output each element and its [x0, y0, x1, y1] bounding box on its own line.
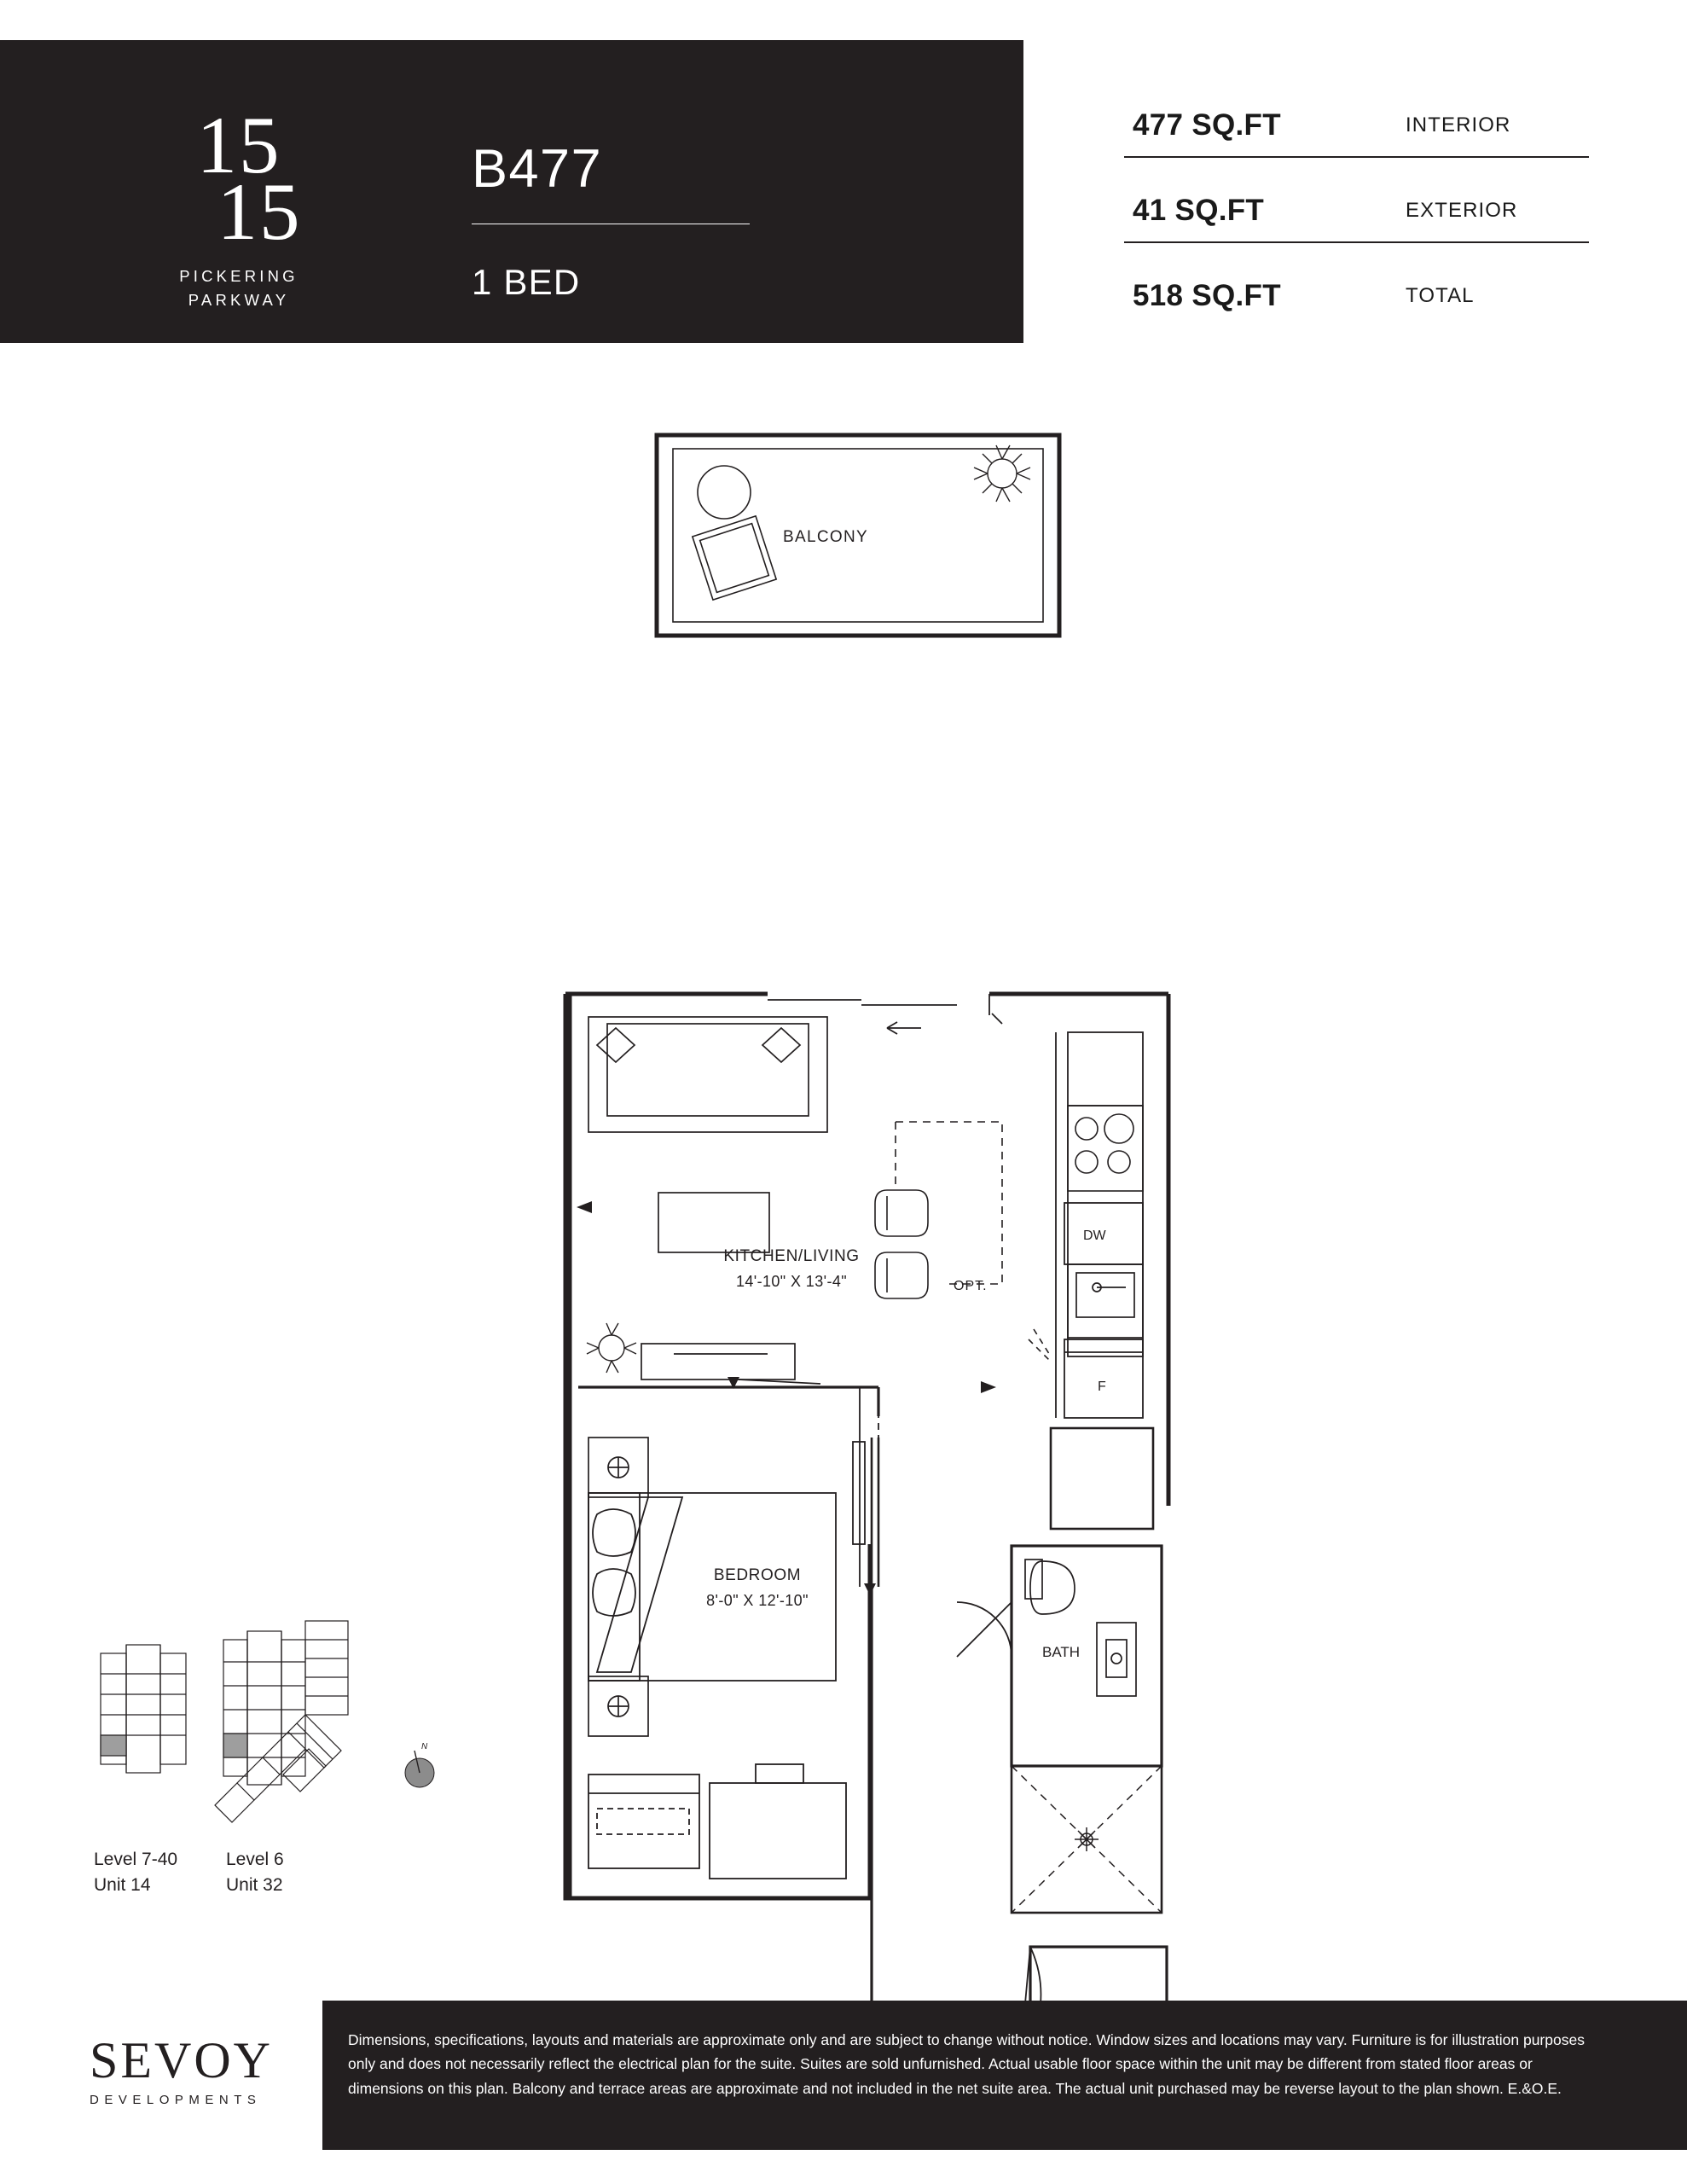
suite-walls [570, 994, 1168, 1898]
optional-dining-zone [896, 1122, 1002, 1284]
logo-subtitle [128, 264, 350, 312]
compass-rose [405, 1742, 434, 1787]
keyplan-1-caption [94, 1847, 177, 1899]
developer-logo [90, 2032, 345, 2107]
dining-chairs [875, 1190, 928, 1298]
area-label-exterior: EXTERIOR [1406, 199, 1518, 222]
suite-type: 1 BED [472, 262, 581, 302]
keyplan-drawings [85, 1621, 512, 1860]
dresser [588, 1774, 699, 1868]
kitchen-counter [1068, 1032, 1143, 1356]
area-summary-table [1124, 73, 1589, 327]
nightstand-bottom [588, 1676, 648, 1736]
toilet [1025, 1560, 1075, 1614]
compass-label: N [421, 1742, 428, 1751]
optional-label: OPT. [954, 1279, 988, 1293]
bed [588, 1493, 836, 1681]
suite-outline [565, 994, 870, 1898]
keyplan-1-level: Level 7-40 [94, 1850, 178, 1869]
suite-name: B477 [472, 139, 603, 199]
area-row-total [1124, 243, 1589, 327]
balcony-plant [974, 445, 1030, 502]
bathroom-walls [1012, 1546, 1162, 1766]
logo-numerals [128, 100, 350, 257]
entry-closet [1051, 1428, 1153, 1529]
bathroom-vanity [1097, 1623, 1136, 1696]
refrigerator [1064, 1339, 1143, 1418]
cooktop [1068, 1106, 1143, 1191]
service-shaft [853, 1387, 865, 1587]
balcony-label: BALCONY [783, 528, 868, 546]
keyplan-1-unit: Unit 14 [94, 1875, 151, 1896]
keyplan-1-highlight-unit [101, 1735, 126, 1756]
developer-name: SEVOY [90, 2032, 274, 2088]
kitchen-door-swing [1029, 1329, 1051, 1362]
balcony-chair [693, 516, 776, 600]
coffee-table [658, 1193, 769, 1252]
balcony-sliding-door [768, 994, 1002, 1034]
area-label-total: TOTAL [1406, 284, 1475, 307]
bedroom-label: BEDROOM [713, 1566, 802, 1584]
logo-number-bottom: 15 [217, 166, 302, 257]
keyplan-2-caption [226, 1847, 284, 1899]
area-value-interior: 477 SQ.FT [1133, 108, 1281, 142]
balcony-table [698, 466, 751, 519]
keyplan-2-unit: Unit 32 [226, 1875, 283, 1896]
bedroom-dims: 8'-0" X 12'-10" [706, 1592, 809, 1609]
kitchen-living-label: KITCHEN/LIVING [723, 1247, 860, 1265]
shower-drain [1075, 1827, 1099, 1851]
keyplan-2-level: Level 6 [226, 1850, 284, 1869]
logo-subtitle-line2: PARKWAY [188, 290, 290, 309]
fridge-label: F [1098, 1380, 1106, 1394]
area-value-total: 518 SQ.FT [1133, 279, 1281, 312]
keyplan-level-7-40 [101, 1645, 186, 1773]
area-row-interior [1124, 73, 1589, 158]
bathroom-door [957, 1602, 1012, 1657]
dishwasher-label: DW [1083, 1228, 1106, 1243]
bath-label: BATH [1042, 1644, 1081, 1660]
living-plant [587, 1323, 636, 1373]
project-logo [128, 100, 350, 311]
logo-subtitle-line1: PICKERING [179, 266, 299, 285]
bedroom-closet [872, 1438, 878, 1587]
bench [710, 1764, 846, 1879]
keyplan-2-highlight-unit [223, 1734, 247, 1757]
area-value-exterior: 41 SQ.FT [1133, 194, 1265, 227]
nightstand-top [588, 1438, 648, 1497]
header-banner [0, 40, 1023, 343]
area-label-interior: INTERIOR [1406, 113, 1511, 136]
disclaimer-banner [322, 2001, 1687, 2150]
disclaimer-text: Dimensions, specifications, layouts and materials are approximate only and are subject to change without notice. Window sizes and locations may vary. Furniture is for illustration purposes only and does not necessarily reflect the electrical plan for the suite. Suites are sold unfurnished. Actual usable floor space within the unit may be different from stated floor areas or dimensions on this plan. Balcony and terrace areas are approximate and not included in the net suite area. The actual unit purchased may be reverse layout to the plan shown. E.&O.E. [348, 2031, 1585, 2097]
kitchen-living-dims: 14'-10" X 13'-4" [735, 1273, 848, 1290]
area-row-exterior [1124, 158, 1589, 243]
kitchen-sink [1068, 1264, 1143, 1338]
developer-tagline: DEVELOPMENTS [90, 2093, 262, 2107]
keyplan-level-6 [215, 1621, 348, 1822]
sofa [588, 1017, 827, 1132]
logo-number-top: 15 [196, 100, 281, 190]
bedroom-walls [578, 1387, 878, 1416]
